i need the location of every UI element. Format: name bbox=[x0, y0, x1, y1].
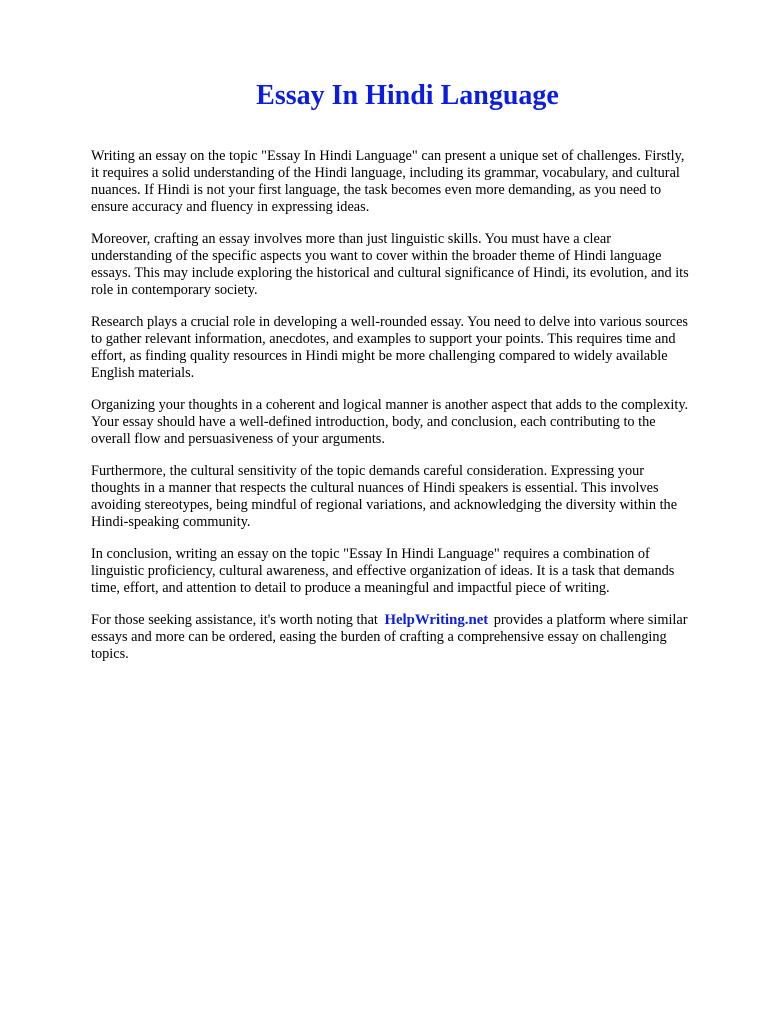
closing-text-after: provides a platform where similar essays and more can be ordered, easing the burden of crafting a comprehensive essay on challenging topics. bbox=[91, 612, 688, 662]
paragraph-6: In conclusion, writing an essay on the topic "Essay In Hindi Language" requires a combination of linguistic proficiency, cultural awareness, and effective organization of ideas. It is a task that demands time, effort, and attention to detail to produce a meaningful and impactful piece of writing. bbox=[91, 546, 675, 596]
paragraph-3: Research plays a crucial role in developing a well-rounded essay. You need to delve into various sources to gather relevant information, anecdotes, and examples to support your points. This requires time and effort, as finding quality resources in Hindi might be more challenging compared to widely available English materials. bbox=[91, 314, 688, 381]
helpwriting-link[interactable]: HelpWriting.net bbox=[384, 612, 489, 628]
paragraph-1: Writing an essay on the topic "Essay In Hindi Language" can present a unique set of challenges. Firstly, it requires a solid understanding of the Hindi language, including its grammar, vocabulary, and cultural nuances. If Hindi is not your first language, the task becomes even more demanding, as you need to ensure accuracy and fluency in expressing ideas. bbox=[91, 148, 685, 215]
paragraph-2: Moreover, crafting an essay involves more than just linguistic skills. You must have a clear understanding of the specific aspects you want to cover within the broader theme of Hindi language essays. This may include exploring the historical and cultural significance of Hindi, its evolution, and its role in contemporary society. bbox=[91, 231, 689, 298]
paragraph-5: Furthermore, the cultural sensitivity of the topic demands careful consideration. Expressing your thoughts in a manner that respects the cultural nuances of Hindi speakers is essential. This involves avoiding stereotypes, being mindful of regional variations, and acknowledging the diversity within the Hindi-speaking community. bbox=[91, 463, 678, 530]
paragraph-4: Organizing your thoughts in a coherent and logical manner is another aspect that adds to the complexity. Your essay should have a well-defined introduction, body, and conclusion, each contributing to the overall flow and persuasiveness of your arguments. bbox=[91, 397, 689, 447]
closing-paragraph bbox=[91, 612, 694, 663]
closing-text-before: For those seeking assistance, it's worth noting that bbox=[91, 612, 382, 628]
page-title: Essay In Hindi Language bbox=[256, 80, 559, 111]
